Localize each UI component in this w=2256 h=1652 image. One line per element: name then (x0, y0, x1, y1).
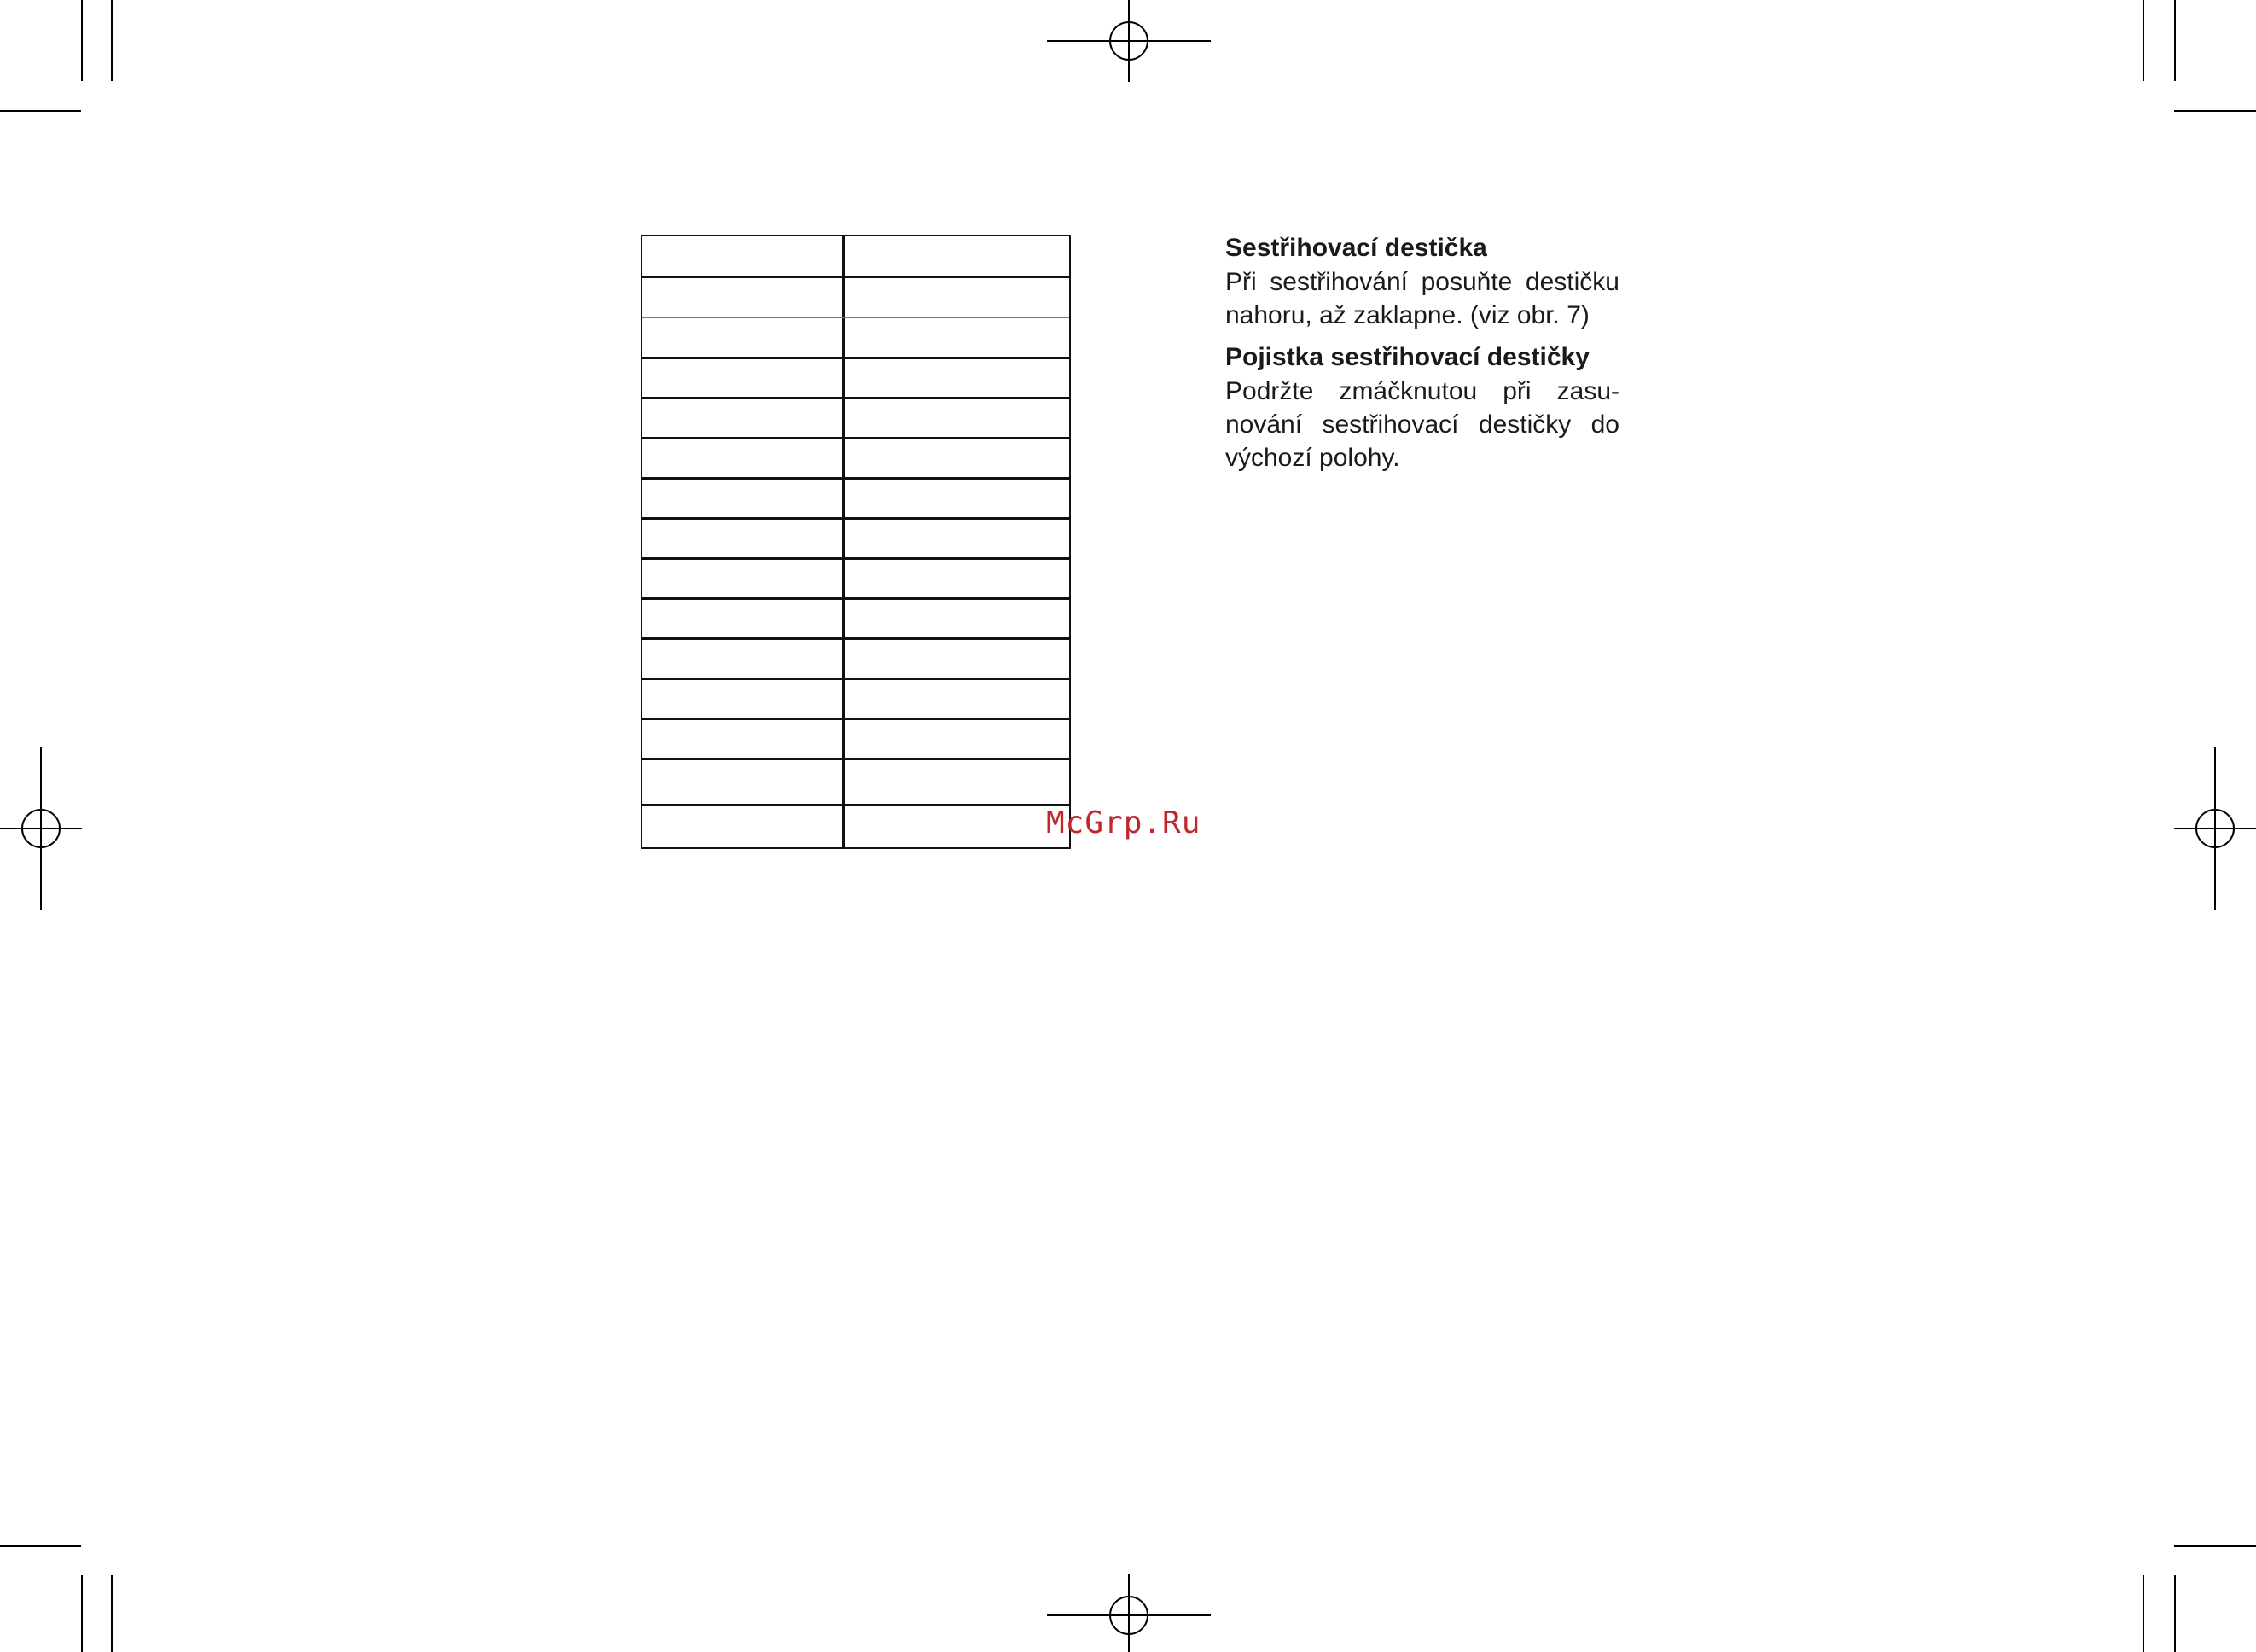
section-heading: Pojistka sestřihovací destičky (1225, 343, 1590, 371)
table-row-line (642, 437, 1069, 439)
table-row-line (642, 357, 1069, 359)
table-row-line (642, 804, 1069, 806)
crop-mark-bottom-right-v1 (2143, 1575, 2144, 1652)
crop-mark-bottom-right-h (2174, 1545, 2256, 1547)
section-body: Podržte zmáčknutou při zasu-nování sestřihovací destičky do výchozí polohy. (1225, 377, 1619, 472)
table-row-line (642, 718, 1069, 720)
blank-table (641, 235, 1071, 849)
registration-mark-right (2174, 747, 2256, 910)
section-body: Při sestřihování posuňte destičku nahoru, až zaklapne. (viz obr. 7) (1225, 268, 1619, 329)
crop-mark-top-right-v1 (2143, 0, 2144, 81)
crop-mark-top-left-h (0, 110, 81, 112)
table-row-line (642, 597, 1069, 600)
crop-mark-top-right-v2 (2174, 0, 2176, 81)
section-heading: Sestřihovací destička (1225, 234, 1487, 262)
table-row-line (642, 477, 1069, 480)
table-column-divider (842, 236, 845, 847)
table-row-line (642, 276, 1069, 278)
table-row-line (642, 317, 1069, 318)
crop-mark-top-left-v2 (111, 0, 113, 81)
table-row-line (642, 517, 1069, 520)
crop-mark-top-left-v1 (81, 0, 83, 81)
table-row-line (642, 678, 1069, 680)
crop-mark-bottom-left-v1 (81, 1575, 83, 1652)
table-row-line (642, 557, 1069, 560)
watermark: McGrp.Ru (1046, 806, 1201, 841)
registration-mark-bottom (1047, 1574, 1211, 1652)
crop-mark-top-right-h (2174, 110, 2256, 112)
crop-mark-bottom-right-v2 (2174, 1575, 2176, 1652)
table-row-line (642, 637, 1069, 640)
table-row-line (642, 758, 1069, 760)
registration-mark-left (0, 747, 82, 910)
table-row-line (642, 397, 1069, 399)
registration-mark-top (1047, 0, 1211, 82)
crop-mark-bottom-left-h (0, 1545, 81, 1547)
instructions-column (1225, 231, 1619, 483)
crop-mark-bottom-left-v2 (111, 1575, 113, 1652)
